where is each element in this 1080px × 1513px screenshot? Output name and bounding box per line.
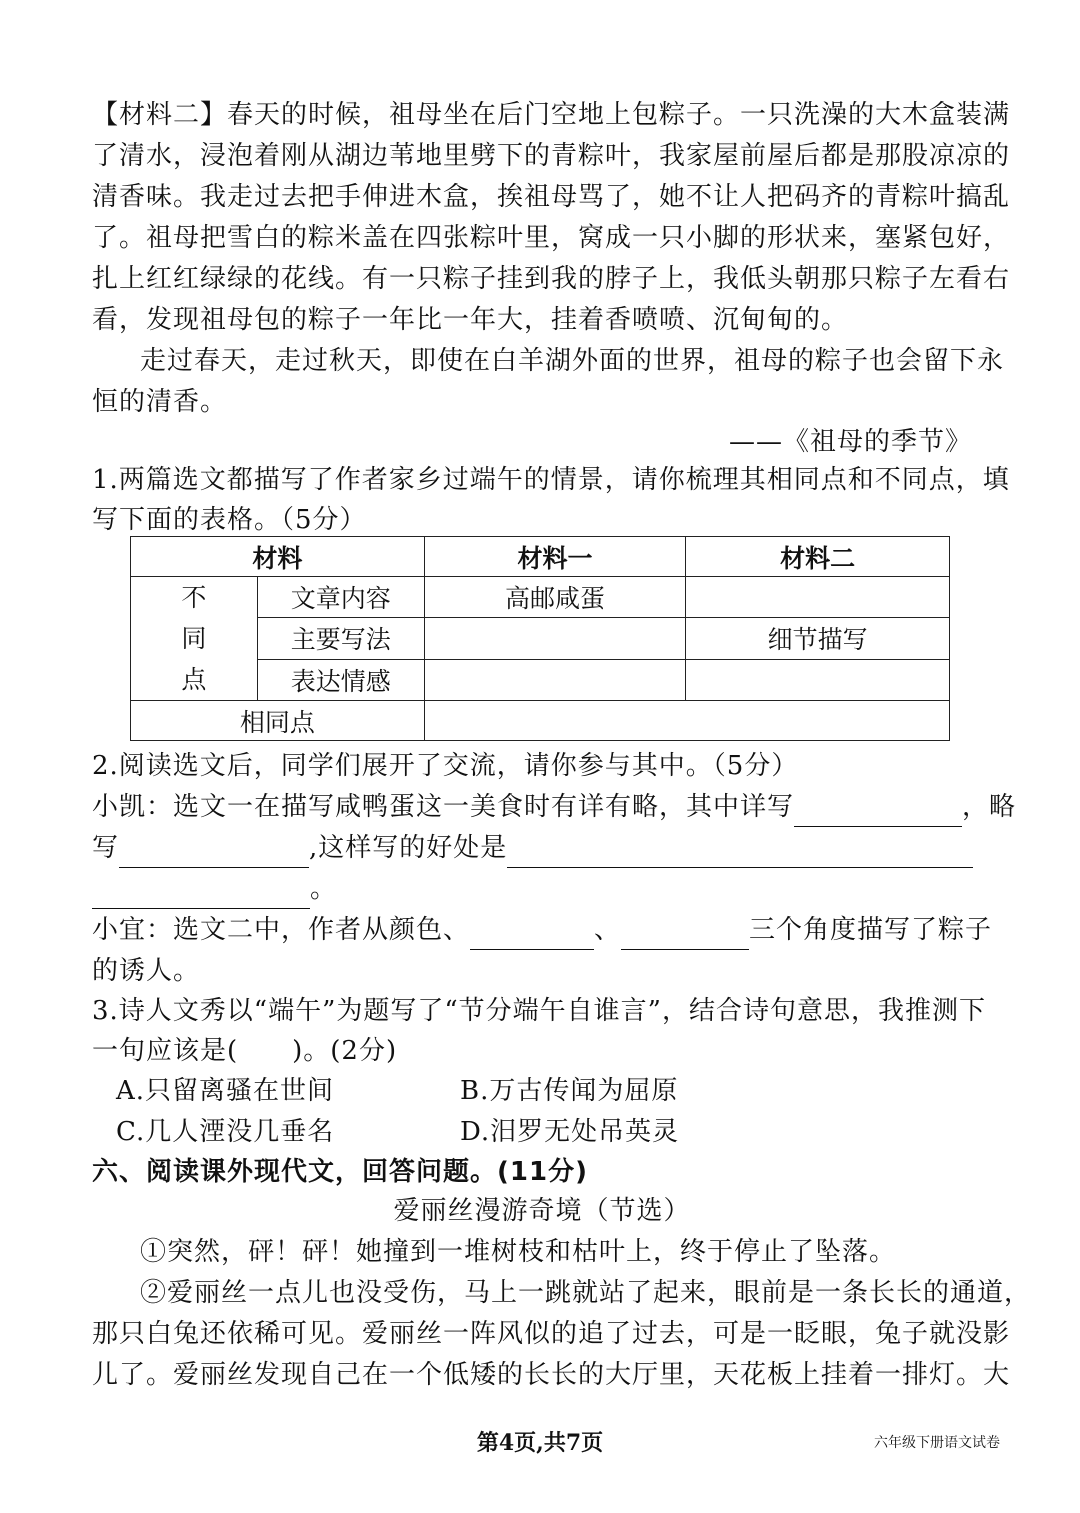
passage-para1: ①突然，砰！砰！她撞到一堆树枝和枯叶上，终于停止了坠落。 — [140, 1237, 897, 1267]
q2-kai-line1 — [92, 787, 1017, 827]
q2-kai-text: 。 — [310, 874, 338, 904]
table-cell[interactable] — [686, 577, 950, 618]
table-header-material2: 材料二 — [686, 537, 950, 577]
material2-para2-end: 恒的清香。 — [92, 387, 228, 417]
material2-line: 看，发现祖母包的粽子一年比一年大，挂着香喷喷、沉甸甸的。 — [92, 305, 849, 335]
answer-blank[interactable] — [794, 796, 962, 827]
q2-kai-text: ，略 — [962, 792, 1017, 822]
q2-kai-line2 — [92, 828, 992, 868]
table-cell[interactable] — [424, 618, 686, 659]
row-label: 主要写法 — [257, 618, 424, 659]
q3-text: 一句应该是( )。(2分) — [92, 1036, 398, 1066]
q2-text: 2.阅读选文后，同学们展开了交流，请你参与其中。（5分） — [92, 751, 799, 781]
q2-yi-text: 小宜：选文二中，作者从颜色、 — [92, 915, 471, 945]
passage-para2: ②爱丽丝一点儿也没受伤，马上一跳就站了起来，眼前是一条长长的通道， — [140, 1278, 1032, 1308]
q2-yi-text: 三个角度描写了粽子 — [749, 915, 993, 945]
page-number: 第4页,共7页 — [476, 1430, 604, 1456]
table-header-material1: 材料一 — [424, 537, 686, 577]
table-cell: 高邮咸蛋 — [424, 577, 686, 618]
q3-option-b[interactable]: B.万古传闻为屈原 — [460, 1076, 679, 1106]
exam-title-footer: 六年级下册语文试卷 — [874, 1435, 1000, 1451]
q3-option-a[interactable]: A.只留离骚在世间 — [116, 1076, 335, 1106]
table-cell[interactable] — [424, 659, 686, 700]
q3-text: 3.诗人文秀以“端午”为题写了“节分端午自谁言”，结合诗句意思，我推测下 — [92, 996, 986, 1026]
passage-para2: 儿了。爱丽丝发现自己在一个低矮的长长的大厅里，天花板上挂着一排灯。大 — [92, 1360, 1011, 1390]
table-header-material: 材料 — [131, 537, 425, 577]
passage-title: 爱丽丝漫游奇境（节选） — [393, 1196, 691, 1226]
answer-blank[interactable] — [92, 878, 310, 909]
comparison-table — [130, 536, 950, 741]
q1-text: 1.两篇选文都描写了作者家乡过端午的情景，请你梳理其相同点和不同点，填 — [92, 465, 1010, 495]
row-label: 文章内容 — [257, 577, 424, 618]
diff-label-char: 点 — [181, 665, 207, 694]
material2-line: 清香味。我走过去把手伸进木盒，挨祖母骂了，她不让人把码齐的青粽叶搞乱 — [92, 182, 1011, 212]
q2-yi-line2: 的诱人。 — [92, 956, 201, 986]
diff-label-char: 同 — [181, 624, 207, 653]
row-label: 表达情感 — [257, 659, 424, 700]
material2-line: 扎上红红绿绿的花线。有一只粽子挂到我的脖子上，我低头朝那只粽子左看右 — [92, 264, 1011, 294]
table-cell[interactable] — [424, 701, 949, 741]
material2-line: 了清水，浸泡着刚从湖边苇地里劈下的青粽叶，我家屋前屋后都是那股凉凉的 — [92, 141, 1011, 171]
q2-yi-line1 — [92, 910, 992, 950]
answer-blank[interactable] — [507, 837, 973, 868]
answer-blank[interactable] — [470, 919, 594, 950]
q2-kai-text: ,这样写的好处是 — [309, 833, 508, 863]
q3-option-d[interactable]: D.汨罗无处吊英灵 — [460, 1117, 680, 1147]
material2-source: ——《祖母的季节》 — [728, 427, 972, 457]
q1-text: 写下面的表格。（5分） — [92, 505, 367, 535]
table-cell[interactable] — [686, 659, 950, 700]
diff-label — [131, 577, 258, 701]
same-label: 相同点 — [131, 701, 425, 741]
q2-kai-line3 — [92, 869, 992, 909]
answer-blank[interactable] — [621, 919, 749, 950]
material2-line: 了。祖母把雪白的粽米盖在四张粽叶里，窝成一只小脚的形状来，塞紧包好， — [92, 223, 1011, 253]
table-cell: 细节描写 — [686, 618, 950, 659]
passage-para2: 那只白兔还依稀可见。爱丽丝一阵风似的追了过去，可是一眨眼，兔子就没影 — [92, 1319, 1011, 1349]
answer-blank[interactable] — [119, 837, 309, 868]
section6-heading: 六、阅读课外现代文，回答问题。(11分) — [92, 1157, 588, 1187]
q2-yi-text: 、 — [594, 915, 622, 945]
diff-label-char: 不 — [181, 583, 207, 612]
material2-para2: 走过春天，走过秋天，即使在白羊湖外面的世界，祖母的粽子也会留下永 — [140, 346, 1005, 376]
material2-line: 【材料二】春天的时候，祖母坐在后门空地上包粽子。一只洗澡的大木盒装满 — [92, 100, 1011, 130]
q3-option-c[interactable]: C.几人湮没几垂名 — [116, 1117, 335, 1147]
q2-kai-text: 小凯：选文一在描写咸鸭蛋这一美食时有详有略，其中详写 — [92, 792, 795, 822]
q2-kai-text: 写 — [92, 833, 120, 863]
